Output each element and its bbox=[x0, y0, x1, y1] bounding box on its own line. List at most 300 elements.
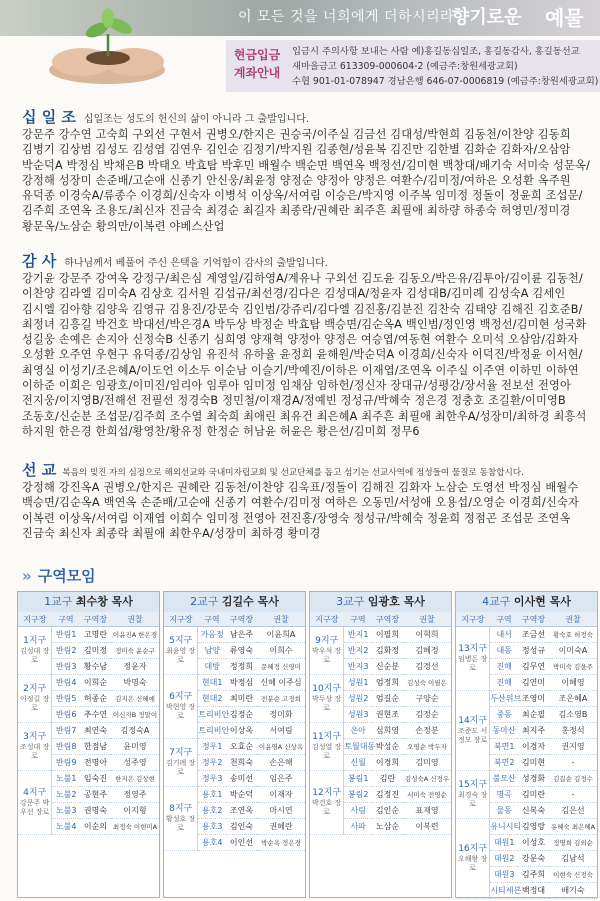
column-header: 구역장 bbox=[80, 612, 111, 627]
cell-leader: 김미정 bbox=[80, 643, 111, 659]
parish-name: 3교구 bbox=[336, 595, 368, 608]
cell-gwonchal: 김미영 bbox=[403, 755, 451, 771]
jigu-leader-cell bbox=[456, 627, 490, 691]
cell-gwonchal: - bbox=[549, 787, 597, 803]
district-panel-header bbox=[164, 592, 305, 612]
column-header: 지구장 bbox=[310, 612, 344, 627]
jigu-label: 5지구 bbox=[169, 636, 193, 646]
cell-leader: 황수남 bbox=[80, 659, 111, 675]
cell-guyeok: 가음정 bbox=[198, 627, 226, 643]
section-title: 감 사 bbox=[22, 252, 57, 270]
cell-guyeok: 현대1 bbox=[198, 675, 226, 691]
jigu-leader-cell bbox=[18, 771, 52, 835]
donation-details bbox=[292, 44, 598, 89]
cell-guyeok: 대방 bbox=[198, 659, 226, 675]
jigu-label: 6지구 bbox=[169, 692, 193, 702]
donation-label-line1: 현금입금 bbox=[233, 48, 281, 62]
jigu-label: 8지구 bbox=[169, 804, 193, 814]
jigu-leader: 김성열 장로 bbox=[312, 743, 342, 760]
cell-gwonchal: 김혜정 bbox=[403, 643, 451, 659]
cell-gwonchal: 이혁희 bbox=[403, 627, 451, 643]
section-description: 하나님께서 베풀어 주신 은택을 기억함이 감사의 출발입니다. bbox=[64, 258, 328, 269]
district-panel bbox=[455, 591, 598, 898]
table-row bbox=[456, 691, 597, 707]
cell-gwonchal: 문혜정 신영미 bbox=[257, 659, 305, 675]
district-table bbox=[164, 612, 305, 851]
jigu-label: 9지구 bbox=[315, 636, 339, 646]
cell-gwonchal: 정미화 bbox=[257, 707, 305, 723]
cell-guyeok: 두산위브 bbox=[490, 691, 518, 707]
jigu-label: 4지구 bbox=[23, 788, 47, 798]
cell-leader: 남은주 bbox=[226, 627, 257, 643]
cell-guyeok: 유니시티 bbox=[490, 819, 518, 835]
district-panel-header bbox=[456, 592, 597, 612]
cell-gwonchal: 이희수 bbox=[257, 643, 305, 659]
donor-name-list: 강기윤 강문주 강여옥 강정구/최은심 계영일/김하영A/계유나 구외선 김도윤 김동오/박은유/김투아/김이륜 김동천/이찬양 김라엘 김미숙A 김상호 김서원 김섭규/최선경/김다은 김성대A/정윤자 김성대B/김미례 김성숙A 김세인 김시엘 김아향 김양욱 김영규 김용진/강문숙 김인범/강쥬리/김다엘 김진홍/김분진 김찬숙 김태양 김해진 김호준B/최정녀 김흥길 박건호 박대선/박은경A 박두상 박정순 박효탐 백승면/김순옥A 백인범/정인영 백정선/김미현 성국화 성길웅 손예은 손지아 신정숙B 신종기 심희영 양재혁 양정아 양정은 여승엽/여동현 여환수 오미석 오삼암/김화자 오성환 오주연 우현구 유덕종/김상임 유진석 유하율 윤정희 윤해원/박순덕A 이경희/신숙자 이덕진/박정윤 이서현/최영실 이성기/조은혜A/이도언 이소두 이순남 이슬기/박예진/이하은 이재엽/조연옥 이주실 이주연 이하민 이하연 이하준 이희은 임광호/이미진/임리아 임루아 임미정 임채삼 임하헌/정신자 장대규/성평강/장서율 전보선 전영아 전지웅/이지영B/전해선 전필선 정경숙B 정민철/이재경A/정예빈 정성규/박혜숙 정은경 정충호 조길환/이미영B 조동호/신순분 조섭문/김주희 조수열 최숙희 최애린 최유건 최은혜A 최주흔 최필애 최한우A/성장미/최하경 최흥석 하지원 한은경 한희섭/황영찬/황유정 한정순 허남윤 허윤은 황은선/김미희 정무6 bbox=[22, 272, 587, 438]
column-header: 권찰 bbox=[549, 612, 597, 627]
section-title: 십 일 조 bbox=[22, 108, 76, 126]
cell-gwonchal: 정윤자 bbox=[111, 659, 159, 675]
cell-leader: 공현주 bbox=[80, 787, 111, 803]
cell-leader: 성경화 bbox=[518, 771, 549, 787]
jigu-leader: 김기례 장로 bbox=[166, 759, 196, 776]
cell-gwonchal: 정영주 bbox=[111, 787, 159, 803]
jigu-leader: 이정길 장로 bbox=[20, 695, 50, 712]
jigu-label: 13지구 bbox=[458, 644, 488, 654]
jigu-leader-cell bbox=[18, 723, 52, 771]
cell-leader: 정정희 bbox=[226, 659, 257, 675]
jigu-leader: 황성호 장로 bbox=[166, 815, 196, 832]
jigu-label: 2지구 bbox=[23, 684, 47, 694]
table-row bbox=[310, 675, 451, 691]
thanksgiving-section bbox=[22, 250, 592, 439]
cell-gwonchal: 신혜 이주심 bbox=[257, 675, 305, 691]
cell-guyeok: 트리비안 bbox=[198, 723, 226, 739]
cell-guyeok: 노불2 bbox=[52, 787, 80, 803]
cell-guyeok: 대원2 bbox=[490, 851, 518, 867]
column-header: 구역 bbox=[344, 612, 372, 627]
table-row bbox=[164, 739, 305, 755]
column-header: 권찰 bbox=[111, 612, 159, 627]
cell-guyeok: 반지3 bbox=[344, 659, 372, 675]
cell-leader: 노삼순 bbox=[372, 819, 403, 835]
jigu-leader-cell bbox=[18, 627, 52, 675]
cell-guyeok: 시티세븐 bbox=[490, 883, 518, 899]
table-row bbox=[18, 771, 159, 787]
cell-guyeok: 내서 bbox=[490, 627, 518, 643]
cell-gwonchal: 손정분 bbox=[403, 723, 451, 739]
table-header-row bbox=[456, 612, 597, 627]
table-row bbox=[310, 771, 451, 787]
cell-gwonchal: 이지형 bbox=[111, 803, 159, 819]
cell-leader: 김란 bbox=[372, 771, 403, 787]
cell-gwonchal: 김소영B bbox=[549, 707, 597, 723]
cell-leader: 김인숙 bbox=[226, 819, 257, 835]
sprout-hands-image bbox=[42, 0, 172, 80]
section-heading bbox=[22, 106, 592, 127]
cell-gwonchal: 정미숙 윤순구 bbox=[111, 643, 159, 659]
section-heading bbox=[22, 459, 592, 480]
column-header: 지구장 bbox=[164, 612, 198, 627]
cell-gwonchal: 김정숙A bbox=[111, 723, 159, 739]
cell-gwonchal: 이윤희A bbox=[257, 627, 305, 643]
cell-leader: 이경자 bbox=[518, 739, 549, 755]
section-description: 십일조는 성도의 헌신의 삶이 아니라 그 출발입니다. bbox=[83, 114, 310, 125]
jigu-leader-cell bbox=[164, 739, 198, 787]
cell-guyeok: 노불3 bbox=[52, 803, 80, 819]
cell-leader: 김미현 bbox=[518, 755, 549, 771]
cell-leader: 최지주 bbox=[518, 723, 549, 739]
column-header: 지구장 bbox=[18, 612, 52, 627]
cell-guyeok: 진해 bbox=[490, 675, 518, 691]
cell-guyeok: 반림1 bbox=[52, 627, 80, 643]
jigu-leader: 박건호 장로 bbox=[312, 799, 342, 816]
section-heading bbox=[22, 250, 592, 271]
cell-leader: 조연옥 bbox=[226, 803, 257, 819]
jigu-label: 10지구 bbox=[312, 684, 342, 694]
parish-name: 4교구 bbox=[482, 595, 514, 608]
cell-guyeok: 용호2 bbox=[198, 803, 226, 819]
cell-leader: 김연미 bbox=[518, 675, 549, 691]
jigu-leader: 김성대 장로 bbox=[20, 647, 50, 664]
cell-gwonchal: 오영순 박두자 bbox=[403, 739, 451, 755]
column-header: 구역 bbox=[52, 612, 80, 627]
table-row bbox=[18, 723, 159, 739]
cell-guyeok: 성원1 bbox=[344, 675, 372, 691]
district-panel bbox=[17, 591, 160, 898]
jigu-leader-cell bbox=[310, 771, 344, 835]
column-header: 권찰 bbox=[403, 612, 451, 627]
cell-guyeok: 용호4 bbox=[198, 835, 226, 851]
cell-leader: 조영미 bbox=[518, 691, 549, 707]
cell-gwonchal: 조은혜A bbox=[549, 691, 597, 707]
cell-leader: 최연숙 bbox=[80, 723, 111, 739]
cell-guyeok: 북면1 bbox=[490, 739, 518, 755]
cell-leader: 허종순 bbox=[80, 691, 111, 707]
cell-leader: 박순덕 bbox=[226, 787, 257, 803]
header-title: 향기로운 bbox=[452, 7, 522, 28]
cell-gwonchal: 윤미영 bbox=[111, 739, 159, 755]
donation-account-1: 새마을금고 613309-000604-2 (예금주:창원세광교회) bbox=[292, 61, 518, 72]
cell-leader: 김무연 bbox=[518, 659, 549, 675]
cell-gwonchal: 서미숙 전영순 bbox=[403, 787, 451, 803]
cell-guyeok: 반지2 bbox=[344, 643, 372, 659]
table-row bbox=[18, 675, 159, 691]
jigu-label: 1지구 bbox=[23, 636, 47, 646]
cell-guyeok: 토월대동 bbox=[344, 739, 372, 755]
table-row bbox=[164, 627, 305, 643]
cell-gwonchal: 정명희 김외순 bbox=[549, 835, 597, 851]
district-panel bbox=[309, 591, 452, 898]
jigu-leader: 최윤영 장로 bbox=[166, 647, 196, 664]
cell-gwonchal: 손은해 bbox=[257, 755, 305, 771]
cell-leader: 송미선 bbox=[226, 771, 257, 787]
cell-gwonchal: 황숙호 허정숙 bbox=[549, 627, 597, 643]
cell-leader: 심희영 bbox=[372, 723, 403, 739]
cell-leader: 최순필 bbox=[518, 707, 549, 723]
cell-gwonchal: 최정숙 이현미A bbox=[111, 819, 159, 835]
jigu-leader-cell bbox=[310, 675, 344, 723]
mission-section bbox=[22, 459, 592, 541]
jigu-leader: 임병돈 장로 bbox=[458, 655, 488, 672]
cell-guyeok: 사파 bbox=[344, 819, 372, 835]
cell-guyeok: 봉림2 bbox=[344, 787, 372, 803]
cell-leader: 천희숙 bbox=[226, 755, 257, 771]
cell-leader: 김주희 bbox=[518, 867, 549, 883]
cell-guyeok: 신월 bbox=[344, 755, 372, 771]
cell-leader: 이상옥 bbox=[226, 723, 257, 739]
table-row bbox=[456, 771, 597, 787]
jigu-leader: 최경숙 장로 bbox=[458, 791, 488, 808]
jigu-leader-cell bbox=[164, 675, 198, 739]
donor-name-list: 강문주 강수연 고숙희 구외선 구현서 권병오/한지은 권승국/이주실 김금선 김대성/박현희 김동천/이찬양 김동희 김병기 김상범 김성도 김성엽 김연우 김인순 김정기/박지원 김종현/성윤복 김진만 김한별 김화순 김화자/오삼암 박순덕A 박정심 박채은B 박태오 박효탐 박후민 배월수 백순면 백연옥 백정선/김미현 백창대/배기숙 서미숙 성문옥/강정해 성장미 손준배/고순애 신종기 안신웅/최윤정 양정순 양정아 양정은 여환수/김미정/여하은 오성환 옥주원 유덕종 이경숙A/류종수 이경희/신숙자 이병석 이상옥/서여림 이승은/박지영 이주복 임미정 정돌이 정윤희 조섭문/김주희 조연옥 조용도/최신자 진금숙 최경순 최길자 최종락/권혜란 최주흔 최필애 최하량 하종숙 허영민/정미경 황문옥/노삼순 황의만/이복련 야베스산업 bbox=[22, 128, 591, 233]
cell-gwonchal: 이혜영 bbox=[549, 675, 597, 691]
cell-gwonchal: 홍정석 bbox=[549, 723, 597, 739]
jigu-leader: 박우석 장로 bbox=[312, 647, 342, 664]
cell-leader: 박성순 bbox=[372, 739, 403, 755]
cell-gwonchal: 김길순 김정수 bbox=[549, 771, 597, 787]
jigu-label: 3지구 bbox=[23, 732, 47, 742]
cell-leader: 엄길순 bbox=[372, 691, 403, 707]
cell-gwonchal: 김지은 신혜애 bbox=[111, 691, 159, 707]
jigu-leader: 강문주 박우선 장로 bbox=[20, 799, 50, 816]
cell-guyeok: 반림9 bbox=[52, 755, 80, 771]
cell-gwonchal: 박미숙 김을주 bbox=[549, 659, 597, 675]
cell-gwonchal: 김성숙A 신정우 bbox=[403, 771, 451, 787]
cell-leader: 최미란 bbox=[226, 691, 257, 707]
section-description: 복음의 빚진 자의 심정으로 해외선교와 국내미자립교회 및 선교단체를 돕고 섬기는 선교사역에 정성들여 물질로 동참합시다. bbox=[62, 468, 524, 478]
cell-gwonchal: 김경선 bbox=[403, 659, 451, 675]
cell-leader: 김인순 bbox=[372, 803, 403, 819]
table-row bbox=[456, 627, 597, 643]
table-row bbox=[456, 819, 597, 835]
pastor-name: 임광호 목사 bbox=[367, 595, 425, 608]
cell-gwonchal: 이현숙 신정숙 bbox=[549, 867, 597, 883]
jigu-label: 11지구 bbox=[312, 732, 342, 742]
cell-leader: 권현조 bbox=[372, 707, 403, 723]
cell-leader: 박정심 bbox=[226, 675, 257, 691]
pastor-name: 최수창 목사 bbox=[75, 595, 133, 608]
cell-guyeok: 노불1 bbox=[52, 771, 80, 787]
cell-guyeok: 명곡 bbox=[490, 787, 518, 803]
cell-gwonchal: 서여림 bbox=[257, 723, 305, 739]
cell-gwonchal: 한지은 김상현 bbox=[111, 771, 159, 787]
cell-guyeok: 현대2 bbox=[198, 691, 226, 707]
cell-leader: 강문숙 bbox=[518, 851, 549, 867]
table-header-row bbox=[18, 612, 159, 627]
district-table bbox=[18, 612, 159, 835]
table-row bbox=[164, 675, 305, 691]
cell-gwonchal: 이윤영A 신상옥 bbox=[257, 739, 305, 755]
district-table bbox=[310, 612, 451, 835]
cell-gwonchal: 김은선 bbox=[549, 803, 597, 819]
cell-guyeok: 대원1 bbox=[490, 835, 518, 851]
cell-gwonchal: 이복련 bbox=[403, 819, 451, 835]
section-title: 선 교 bbox=[22, 461, 57, 479]
jigu-leader-cell bbox=[18, 675, 52, 723]
cell-guyeok: 은아 bbox=[344, 723, 372, 739]
cell-gwonchal: 권혜란 bbox=[257, 819, 305, 835]
jigu-leader: 박두상 장로 bbox=[312, 695, 342, 712]
cell-guyeok: 반림2 bbox=[52, 643, 80, 659]
header-slogan: 이 모든 것을 너희에게 더하시리라 bbox=[238, 9, 455, 25]
table-header-row bbox=[310, 612, 451, 627]
cell-gwonchal: 전분순 고정희 bbox=[257, 691, 305, 707]
district-heading bbox=[22, 565, 96, 586]
cell-gwonchal: 이윤진A 한은경 bbox=[111, 627, 159, 643]
cell-leader: 전명아 bbox=[80, 755, 111, 771]
jigu-leader-cell bbox=[456, 691, 490, 771]
cell-leader: 정성규 bbox=[518, 643, 549, 659]
cell-leader: 김화정 bbox=[372, 643, 403, 659]
donation-account-2: 수협 901-01-078947 경남은행 646-07-0006819 (예금주:창원세광교회) bbox=[292, 76, 599, 87]
cell-guyeok: 동마산 bbox=[490, 723, 518, 739]
district-table bbox=[456, 612, 597, 899]
jigu-leader-cell bbox=[456, 819, 490, 899]
cell-leader: 이경희 bbox=[372, 755, 403, 771]
column-header: 지구장 bbox=[456, 612, 490, 627]
cell-gwonchal: - bbox=[549, 755, 597, 771]
cell-guyeok: 남양 bbox=[198, 643, 226, 659]
column-header: 구역 bbox=[198, 612, 226, 627]
table-row bbox=[164, 787, 305, 803]
jigu-label: 15지구 bbox=[458, 780, 488, 790]
jigu-label: 7지구 bbox=[169, 748, 193, 758]
donation-label bbox=[232, 46, 282, 82]
donation-info-box bbox=[226, 40, 600, 92]
cell-gwonchal: 마시연 bbox=[257, 803, 305, 819]
cell-guyeok: 중동 bbox=[490, 707, 518, 723]
pastor-name: 김길수 목사 bbox=[221, 595, 279, 608]
cell-guyeok: 반림6 bbox=[52, 707, 80, 723]
table-row bbox=[310, 723, 451, 739]
cell-guyeok: 물동 bbox=[490, 803, 518, 819]
cell-gwonchal: 구양순 bbox=[403, 691, 451, 707]
cell-leader: 엄정희 bbox=[372, 675, 403, 691]
cell-leader: 임숙진 bbox=[80, 771, 111, 787]
donation-label-line2: 계좌안내 bbox=[233, 66, 281, 80]
jigu-leader: 박현영 장로 bbox=[166, 703, 196, 720]
cell-guyeok: 반림4 bbox=[52, 675, 80, 691]
district-panel bbox=[163, 591, 306, 898]
column-header: 권찰 bbox=[257, 612, 305, 627]
cell-leader: 김영랑 bbox=[518, 819, 549, 835]
cell-guyeok: 내동 bbox=[490, 643, 518, 659]
cell-gwonchal: 유혜숙 최은혜A bbox=[549, 819, 597, 835]
cell-gwonchal: 성주영 bbox=[111, 755, 159, 771]
cell-gwonchal: 박순옥 정은경 bbox=[257, 835, 305, 851]
cell-leader: 김정순 bbox=[226, 707, 257, 723]
cell-leader: 이인선 bbox=[226, 835, 257, 851]
cell-guyeok: 정우1 bbox=[198, 739, 226, 755]
cell-guyeok: 반림3 bbox=[52, 659, 80, 675]
cell-leader: 이성호 bbox=[518, 835, 549, 851]
cell-guyeok: 사림 bbox=[344, 803, 372, 819]
cell-gwonchal: 김남석 bbox=[549, 851, 597, 867]
cell-guyeok: 불모산 bbox=[490, 771, 518, 787]
cell-gwonchal: 배기숙 bbox=[549, 883, 597, 899]
cell-leader: 백정대 bbox=[518, 883, 549, 899]
cell-leader: 권명숙 bbox=[80, 803, 111, 819]
cell-leader: 추수연 bbox=[80, 707, 111, 723]
jigu-leader-cell bbox=[456, 771, 490, 819]
double-chevron-icon: » bbox=[22, 567, 32, 585]
cell-gwonchal: 임은주 bbox=[257, 771, 305, 787]
donor-name-list: 강정해 강진옥A 권병오/한지은 권혜란 김동천/이찬양 김욱표/정돌이 김해진 김화자 노삼순 도영선 박정심 배월수 백승면/김순옥A 백연옥 손준배/고순애 신종기 여환수/김미정 여하은 오동민/서성애 오용섭/오영순 이경희/신숙자 이복련 이상옥/서여림 이재엽 이희수 임미정 전영아 전진홍/장영숙 정성규/박혜숙 정윤희 정점곤 조섭문 조연옥 진금숙 최신자 최종락 최필애 최한우A/성장미 최하경 황미경 bbox=[22, 481, 580, 540]
table-row bbox=[310, 627, 451, 643]
cell-gwonchal: 김성숙 이필은 bbox=[403, 675, 451, 691]
cell-leader: 이순의 bbox=[80, 819, 111, 835]
cell-gwonchal: 김정순 bbox=[403, 707, 451, 723]
jigu-label: 12지구 bbox=[312, 788, 342, 798]
cell-leader: 고명란 bbox=[80, 627, 111, 643]
cell-leader: 이필희 bbox=[372, 627, 403, 643]
cell-gwonchal: 표재영 bbox=[403, 803, 451, 819]
cell-leader: 류영숙 bbox=[226, 643, 257, 659]
cell-guyeok: 반림8 bbox=[52, 739, 80, 755]
cell-guyeok: 반림7 bbox=[52, 723, 80, 739]
district-panel-header bbox=[310, 592, 451, 612]
cell-guyeok: 정우2 bbox=[198, 755, 226, 771]
district-title: 구역모임 bbox=[37, 567, 96, 585]
cell-guyeok: 진해 bbox=[490, 659, 518, 675]
cell-leader: 김정진 bbox=[372, 787, 403, 803]
cell-leader: 한점남 bbox=[80, 739, 111, 755]
jigu-label: 14지구 bbox=[458, 716, 488, 726]
district-panel-header bbox=[18, 592, 159, 612]
cell-guyeok: 정우3 bbox=[198, 771, 226, 787]
table-row bbox=[18, 627, 159, 643]
cell-leader: 신순분 bbox=[372, 659, 403, 675]
jigu-leader: 오해왕 장로 bbox=[458, 855, 488, 872]
donation-notice: 입금시 주의사항 보내는 사람 예)홍길동십일조, 홍길동감사, 홍길동선교 bbox=[292, 46, 580, 57]
cell-guyeok: 대원3 bbox=[490, 867, 518, 883]
cell-leader: 이희순 bbox=[80, 675, 111, 691]
cell-guyeok: 반지1 bbox=[344, 627, 372, 643]
cell-guyeok: 성원3 bbox=[344, 707, 372, 723]
cell-gwonchal: 권지영 bbox=[549, 739, 597, 755]
cell-leader: 김미란 bbox=[518, 787, 549, 803]
cell-gwonchal: 이미숙A bbox=[549, 643, 597, 659]
cell-guyeok: 노불4 bbox=[52, 819, 80, 835]
pastor-name: 이사현 목사 bbox=[513, 595, 571, 608]
jigu-leader-cell bbox=[164, 787, 198, 851]
column-header: 구역 bbox=[490, 612, 518, 627]
tithe-section bbox=[22, 106, 592, 234]
cell-leader: 조금선 bbox=[518, 627, 549, 643]
column-header: 구역장 bbox=[226, 612, 257, 627]
cell-guyeok: 반림5 bbox=[52, 691, 80, 707]
cell-guyeok: 용호1 bbox=[198, 787, 226, 803]
cell-guyeok: 트리비안 bbox=[198, 707, 226, 723]
cell-guyeok: 봉림1 bbox=[344, 771, 372, 787]
jigu-leader: 조준도 서정모 장로 bbox=[458, 727, 488, 744]
cell-gwonchal: 박명숙 bbox=[111, 675, 159, 691]
jigu-label: 16지구 bbox=[458, 844, 488, 854]
cell-guyeok: 성원2 bbox=[344, 691, 372, 707]
jigu-leader-cell bbox=[310, 627, 344, 675]
cell-leader: 신복숙 bbox=[518, 803, 549, 819]
column-header: 구역장 bbox=[372, 612, 403, 627]
jigu-leader: 조성대 장로 bbox=[20, 743, 50, 760]
jigu-leader-cell bbox=[310, 723, 344, 771]
table-header-row bbox=[164, 612, 305, 627]
jigu-leader-cell bbox=[164, 627, 198, 675]
cell-guyeok: 북면2 bbox=[490, 755, 518, 771]
cell-gwonchal: 이신자B 정말이 bbox=[111, 707, 159, 723]
cell-gwonchal: 이재자 bbox=[257, 787, 305, 803]
cell-leader: 오효순 bbox=[226, 739, 257, 755]
